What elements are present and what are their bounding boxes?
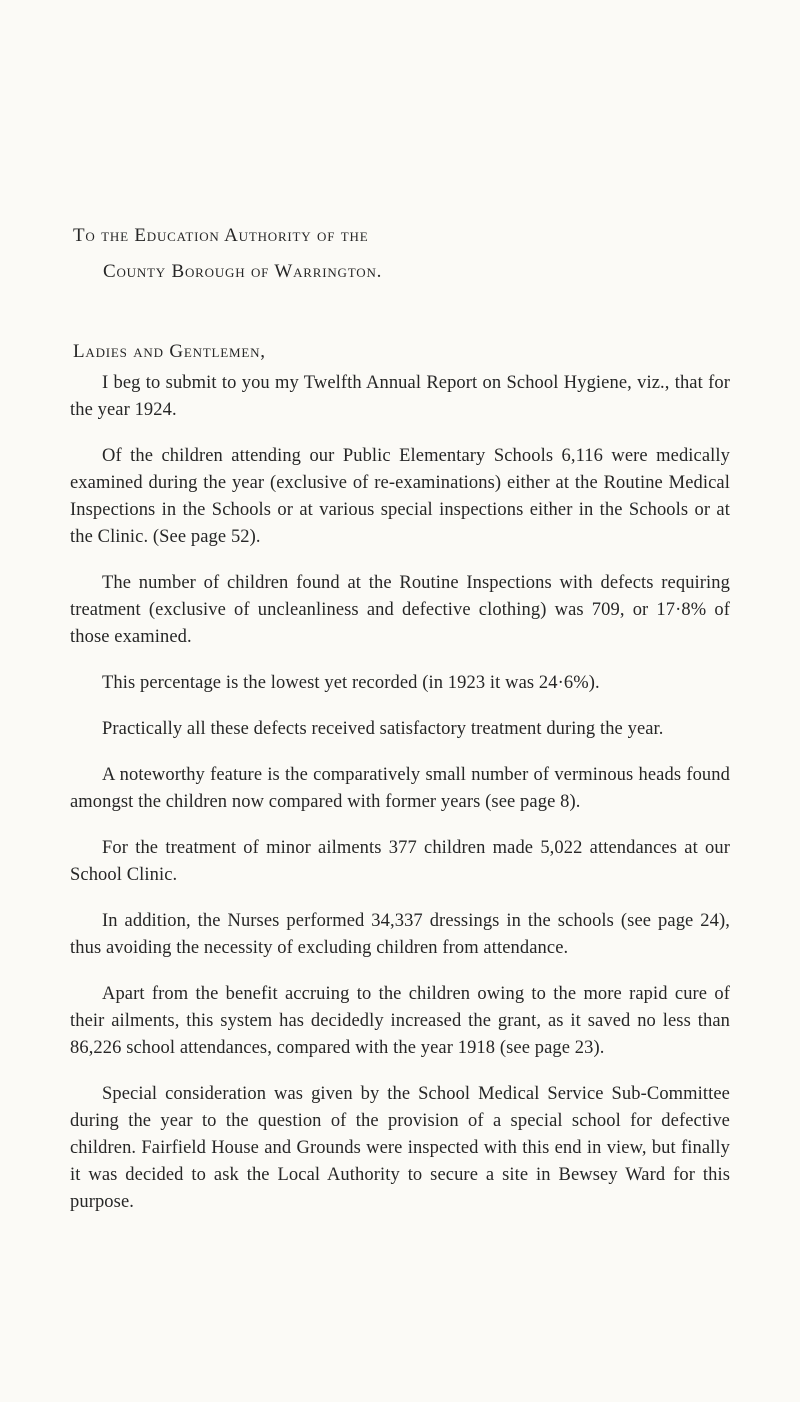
paragraph-5: Practically all these defects received satisfactory treatment during the year. [102, 719, 664, 739]
paragraph-1: I beg to submit to you my Twelfth Annual Report on School Hygiene, viz., that for the year 1924. [70, 373, 730, 420]
salutation: Ladies and Gentlemen, [73, 341, 266, 362]
paragraph-7: For the treatment of minor ailments 377 children made 5,022 attendances at our School Clinic. [70, 838, 730, 885]
letter-body [70, 370, 730, 1216]
address-line-1: To the Education Authority of the [73, 225, 369, 246]
paragraph-3: The number of children found at the Routine Inspections with defects requiring treatment (exclusive of uncleanliness and defective clothing) was 709, or 17·8% of those examined. [70, 573, 730, 647]
address-line-2: County Borough of Warrington. [103, 261, 383, 282]
paragraph-8: In addition, the Nurses performed 34,337 dressings in the schools (see page 24), thus avoiding the necessity of excluding children from attendance. [70, 911, 730, 958]
paragraph-9: Apart from the benefit accruing to the children owing to the more rapid cure of their ailments, this system has decidedly increased the grant, as it saved no less than 86,226 school attendances, compared with the year 1918 (see page 23). [70, 984, 730, 1058]
paragraph-6: A noteworthy feature is the comparatively small number of verminous heads found amongst the children now compared with former years (see page 8). [70, 765, 730, 812]
paragraph-10: Special consideration was given by the School Medical Service Sub-Committee during the year to the question of the provision of a special school for defective children. Fairfield House and Grounds were inspected with this end in view, but finally it was decided to ask the Local Authority to secure a site in Bewsey Ward for this purpose. [70, 1084, 730, 1212]
address-block [73, 218, 633, 290]
paragraph-2: Of the children attending our Public Elementary Schools 6,116 were medically examined during the year (exclusive of re-examinations) either at the Routine Medical Inspections in the Schools or at various special inspections either in the Schools or at the Clinic. (See page 52). [70, 446, 730, 547]
paragraph-4: This percentage is the lowest yet recorded (in 1923 it was 24·6%). [102, 673, 600, 693]
